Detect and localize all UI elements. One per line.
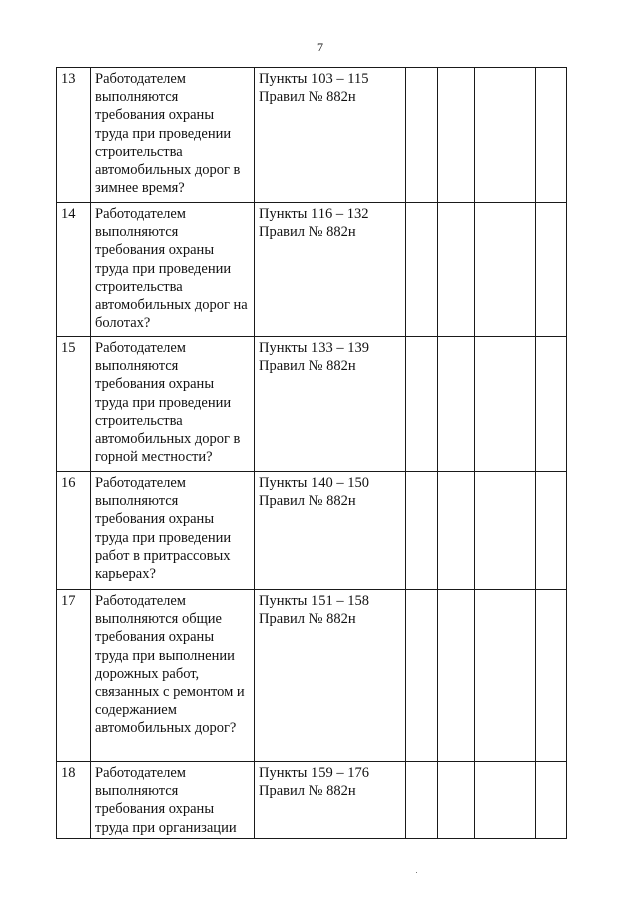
answer-cell-note — [536, 337, 567, 472]
reference-points: Пункты 133 – 139 — [259, 340, 370, 356]
page-number: 7 — [317, 40, 323, 54]
answer-cell-no — [438, 762, 475, 839]
checklist-table — [56, 67, 567, 839]
answer-cell-yes — [406, 472, 438, 590]
answer-cell-yes — [406, 68, 438, 203]
question-text: Работодателем выполняются общие требования охраны труда при выполнении дорожных работ, связанных с ремонтом и содержанием автомобильных дорог? — [91, 590, 255, 762]
answer-cell-not-applicable — [475, 590, 536, 762]
answer-cell-not-applicable — [475, 472, 536, 590]
legal-reference — [255, 68, 406, 203]
legal-reference — [255, 337, 406, 472]
answer-cell-not-applicable — [475, 68, 536, 203]
reference-points: Пункты 116 – 132 — [259, 206, 369, 222]
table-row — [57, 762, 567, 839]
table-row — [57, 590, 567, 762]
row-number: 16 — [57, 472, 91, 590]
answer-cell-no — [438, 590, 475, 762]
answer-cell-note — [536, 68, 567, 203]
question-text: Работодателем выполняются требования охраны труда при проведении работ в притрассовых карьерах? — [91, 472, 255, 590]
answer-cell-not-applicable — [475, 762, 536, 839]
reference-points: Пункты 140 – 150 — [259, 475, 370, 491]
answer-cell-note — [536, 472, 567, 590]
reference-rules: Правил № 882н — [259, 611, 356, 628]
reference-rules: Правил № 882н — [259, 493, 356, 510]
answer-cell-not-applicable — [475, 203, 536, 337]
row-number: 18 — [57, 762, 91, 839]
legal-reference — [255, 590, 406, 762]
question-text: Работодателем выполняются требования охраны труда при проведении строительства автомобильных дорог в зимнее время? — [91, 68, 255, 203]
scan-speck — [416, 872, 417, 873]
row-number: 14 — [57, 203, 91, 337]
answer-cell-note — [536, 203, 567, 337]
answer-cell-no — [438, 68, 475, 203]
answer-cell-no — [438, 203, 475, 337]
reference-points: Пункты 151 – 158 — [259, 593, 370, 609]
question-text: Работодателем выполняются требования охраны труда при проведении строительства автомобильных дорог в горной местности? — [91, 337, 255, 472]
answer-cell-no — [438, 337, 475, 472]
legal-reference — [255, 203, 406, 337]
reference-points: Пункты 103 – 115 — [259, 71, 369, 87]
answer-cell-yes — [406, 203, 438, 337]
legal-reference — [255, 762, 406, 839]
answer-cell-note — [536, 590, 567, 762]
answer-cell-note — [536, 762, 567, 839]
row-number: 13 — [57, 68, 91, 203]
reference-points: Пункты 159 – 176 — [259, 765, 370, 781]
table-row — [57, 337, 567, 472]
answer-cell-yes — [406, 337, 438, 472]
row-number: 17 — [57, 590, 91, 762]
question-text: Работодателем выполняются требования охраны труда при организации — [91, 762, 255, 839]
answer-cell-no — [438, 472, 475, 590]
answer-cell-not-applicable — [475, 337, 536, 472]
reference-rules: Правил № 882н — [259, 783, 356, 800]
answer-cell-yes — [406, 762, 438, 839]
legal-reference — [255, 472, 406, 590]
question-text: Работодателем выполняются требования охраны труда при проведении строительства автомобильных дорог на болотах? — [91, 203, 255, 337]
table-row — [57, 472, 567, 590]
reference-rules: Правил № 882н — [259, 358, 356, 375]
table-row — [57, 203, 567, 337]
reference-rules: Правил № 882н — [259, 224, 356, 241]
reference-rules: Правил № 882н — [259, 89, 356, 106]
table-row — [57, 68, 567, 203]
answer-cell-yes — [406, 590, 438, 762]
row-number: 15 — [57, 337, 91, 472]
